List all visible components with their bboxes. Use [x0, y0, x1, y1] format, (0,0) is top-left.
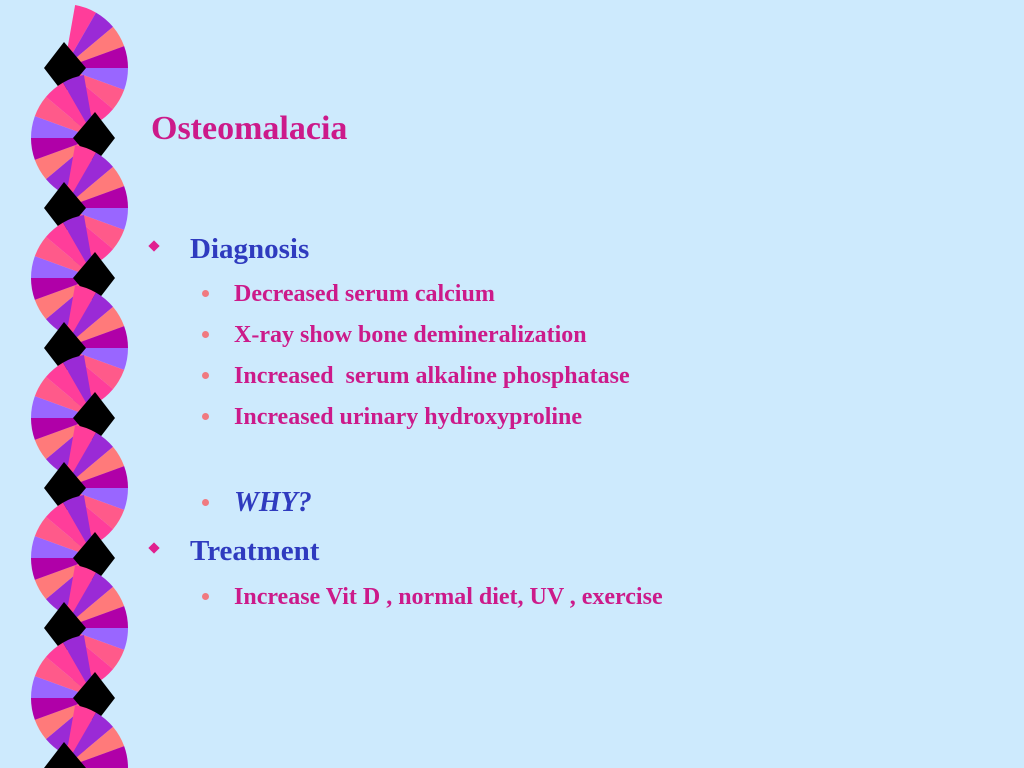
- sub-bullet-label: WHY?: [234, 487, 312, 518]
- sub-bullet-label: Increased urinary hydroxyproline: [234, 404, 583, 430]
- bullet-label: Diagnosis: [190, 233, 310, 265]
- slide-title: Osteomalacia: [151, 110, 348, 147]
- diamond-bullet-icon: [148, 240, 159, 251]
- sub-bullet-label: Increase Vit D , normal diet, UV , exercise: [234, 584, 663, 610]
- dot-bullet-icon: [202, 413, 209, 420]
- sub-bullet-label: X-ray show bone demineralization: [234, 322, 587, 348]
- diamond-bullet-icon: [148, 542, 159, 553]
- dot-bullet-icon: [202, 290, 209, 297]
- sub-bullet-label: Decreased serum calcium: [234, 281, 495, 307]
- sub-bullet-label: Increased serum alkaline phosphatase: [234, 363, 630, 389]
- dot-bullet-icon: [202, 593, 209, 600]
- dot-bullet-icon: [202, 499, 209, 506]
- dot-bullet-icon: [202, 331, 209, 338]
- bullet-label: Treatment: [190, 535, 320, 567]
- dot-bullet-icon: [202, 372, 209, 379]
